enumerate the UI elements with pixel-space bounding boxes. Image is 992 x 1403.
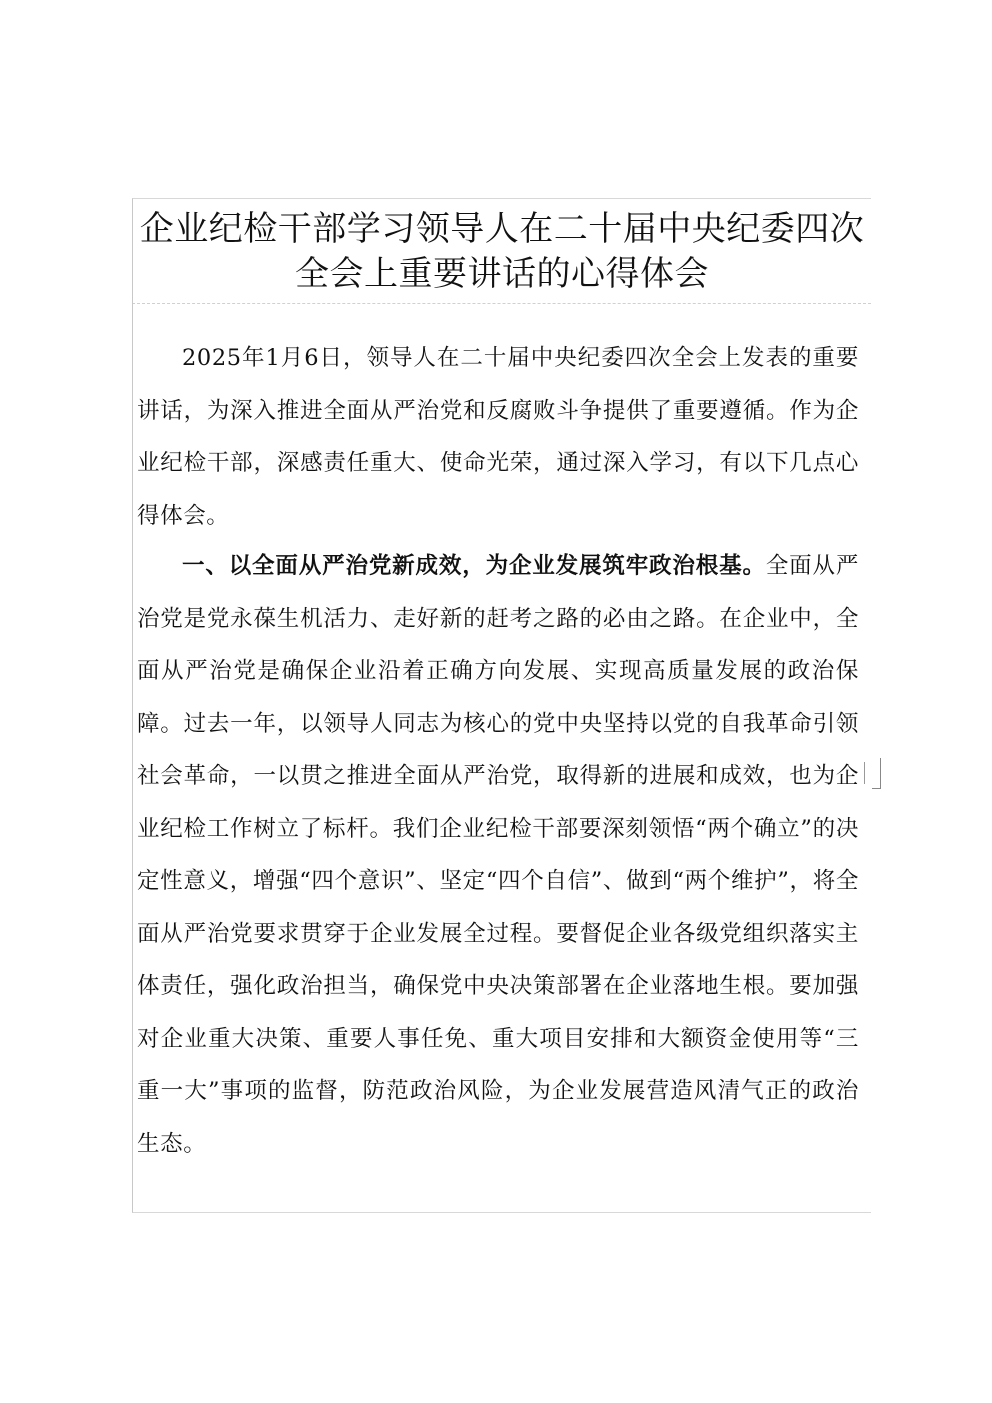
section-1-heading: 一、以全面从严治党新成效，为企业发展筑牢政治根基。 <box>182 553 766 579</box>
crop-mark <box>872 758 881 789</box>
title-frame <box>132 198 871 304</box>
body-frame <box>132 302 871 1213</box>
paragraph-intro-text: 2025年1月6日，领导人在二十届中央纪委四次全会上发表的重要讲话，为深入推进全面从严治党和反腐败斗争提供了重要遵循。作为企业纪检干部，深感责任重大、使命光荣，通过深入学习，有以下几点心得体会。 <box>137 345 859 529</box>
section-1-text: 全面从严治党是党永葆生机活力、走好新的赶考之路的必由之路。在企业中，全面从严治党是确保企业沿着正确方向发展、实现高质量发展的政治保障。过去一年，以领导人同志为核心的党中央坚持以党的自我革命引领社会革命，一以贯之推进全面从严治党，取得新的进展和成效，也为企业纪检工作树立了标杆。我们企业纪检干部要深刻领悟“两个确立”的决定性意义，增强“四个意识”、坚定“四个自信”、做到“两个维护”，将全面从严治党要求贯穿于企业发展全过程。要督促企业各级党组织落实主体责任，强化政治担当，确保党中央决策部署在企业落地生根。要加强对企业重大决策、重要人事任免、重大项目安排和大额资金使用等“三重一大”事项的监督，防范政治风险，为企业发展营造风清气正的政治生态。 <box>137 553 859 1157</box>
paragraph-section-1 <box>137 540 859 1170</box>
text-boundary-mark <box>864 762 871 784</box>
document-title: 企业纪检干部学习领导人在二十届中央纪委四次全会上重要讲话的心得体会 <box>139 209 865 294</box>
paragraph-intro <box>137 332 859 542</box>
